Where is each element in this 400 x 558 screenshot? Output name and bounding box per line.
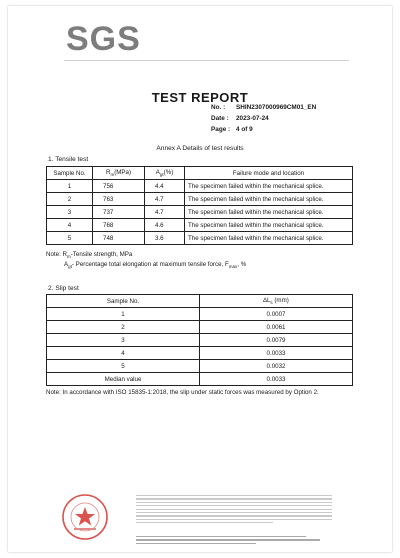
- tensile-col-sample: Sample No.: [47, 167, 93, 180]
- tensile-cell-failure: The specimen failed within the mechanical splice.: [185, 206, 353, 219]
- slip-col-delta-unit: (mm): [272, 296, 289, 304]
- table-row: [47, 334, 353, 347]
- tensile-cell-rm: 737: [93, 206, 145, 219]
- footer-address: [136, 536, 336, 546]
- slip-cell-sample: 2: [47, 321, 200, 334]
- slip-col-delta: [200, 295, 353, 308]
- tensile-cell-agt: 4.7: [145, 193, 185, 206]
- annex-title: Annex A Details of test results: [156, 145, 244, 152]
- tensile-note-rm-prefix: Note: R: [46, 251, 67, 258]
- tensile-cell-rm: 748: [93, 232, 145, 245]
- tensile-cell-rm: 763: [93, 193, 145, 206]
- report-page-value: 4 of 9: [236, 126, 253, 133]
- tensile-col-failure: Failure mode and location: [185, 167, 353, 180]
- slip-cell-sample: Median value: [47, 373, 200, 386]
- tensile-cell-agt: 4.7: [145, 206, 185, 219]
- tensile-cell-rm: 756: [93, 180, 145, 193]
- tensile-header-row: [47, 167, 353, 180]
- slip-cell-sample: 4: [47, 347, 200, 360]
- sgs-logo: SGS: [66, 20, 141, 58]
- slip-cell-value: 0.0033: [200, 347, 353, 360]
- slip-col-sample: Sample No.: [47, 295, 200, 308]
- slip-cell-value: 0.0007: [200, 308, 353, 321]
- table-row: [47, 347, 353, 360]
- tensile-cell-sample: 3: [47, 206, 93, 219]
- slip-col-delta-symbol: ∆L: [263, 296, 271, 304]
- slip-cell-value: 0.0061: [200, 321, 353, 334]
- slip-cell-sample: 1: [47, 308, 200, 321]
- tensile-cell-failure: The specimen failed within the mechanical splice.: [185, 193, 353, 206]
- table-row: [47, 321, 353, 334]
- tensile-cell-agt: 3.6: [145, 232, 185, 245]
- tensile-cell-agt: 4.6: [145, 219, 185, 232]
- report-date: [211, 116, 269, 122]
- tensile-note-agt: [64, 262, 246, 270]
- tensile-note-rm-sub: m: [66, 254, 71, 260]
- tensile-cell-sample: 4: [47, 219, 93, 232]
- tensile-cell-failure: The specimen failed within the mechanical splice.: [185, 232, 353, 245]
- report-sheet: [8, 6, 392, 552]
- slip-cell-value: 0.0032: [200, 360, 353, 373]
- tensile-heading: 1. Tensile test: [48, 156, 89, 163]
- slip-heading: 2. Slip test: [48, 285, 79, 292]
- table-row: [47, 308, 353, 321]
- tensile-cell-sample: 1: [47, 180, 93, 193]
- tensile-col-rm-symbol: R: [105, 168, 111, 176]
- report-page-label: Page :: [211, 126, 231, 133]
- slip-cell-sample: 5: [47, 360, 200, 373]
- slip-col-delta-sub: s: [270, 300, 273, 306]
- tensile-cell-agt: 4.4: [145, 180, 185, 193]
- table-row: [47, 219, 353, 232]
- table-row: [47, 373, 353, 386]
- tensile-note-agt-symbol: A: [64, 261, 69, 268]
- table-row: [47, 206, 353, 219]
- tensile-cell-failure: The specimen failed within the mechanical splice.: [185, 180, 353, 193]
- report-number: [211, 105, 316, 111]
- tensile-note-agt-text: - Percentage total elongation at maximum tensile force, F: [71, 261, 229, 268]
- slip-cell-value: 0.0033: [200, 373, 353, 386]
- table-row: [47, 180, 353, 193]
- report-number-label: No. :: [211, 104, 226, 111]
- header-rule: [64, 60, 349, 61]
- tensile-note-agt-end: , %: [237, 261, 247, 268]
- table-row: [47, 232, 353, 245]
- tensile-col-agt-unit: (%): [163, 168, 174, 176]
- table-row: [47, 360, 353, 373]
- tensile-note-rm: [46, 252, 132, 260]
- tensile-col-rm: [93, 167, 145, 180]
- report-date-label: Date :: [211, 115, 229, 122]
- tensile-cell-rm: 768: [93, 219, 145, 232]
- tensile-note-rm-text: -Tensile strength, MPa: [70, 251, 133, 258]
- table-row: [47, 193, 353, 206]
- tensile-cell-sample: 2: [47, 193, 93, 206]
- slip-table: [46, 294, 353, 386]
- slip-cell-value: 0.0079: [200, 334, 353, 347]
- tensile-note-fmax-sub: max: [228, 264, 238, 270]
- tensile-col-agt-symbol: A: [155, 168, 160, 176]
- tensile-note-agt-sub: gt: [68, 264, 72, 270]
- slip-cell-sample: 3: [47, 334, 200, 347]
- tensile-col-agt: [145, 167, 185, 180]
- report-number-value: SHIN2307000969CM01_EN: [236, 104, 317, 111]
- tensile-col-agt-sub: gt: [159, 172, 164, 178]
- tensile-table: [46, 166, 353, 245]
- slip-note: Note: In accordance with ISO 15835-1:2018, the slip under static forces was measured by Option 2.: [46, 389, 319, 396]
- tensile-col-rm-unit: (MPa): [114, 168, 132, 176]
- slip-header-row: [47, 295, 353, 308]
- tensile-cell-failure: The specimen failed within the mechanical splice.: [185, 219, 353, 232]
- report-date-value: 2023-07-24: [236, 115, 269, 122]
- report-title: TEST REPORT: [151, 90, 249, 105]
- tensile-cell-sample: 5: [47, 232, 93, 245]
- tensile-col-rm-sub: m: [110, 172, 115, 178]
- report-page: [211, 127, 253, 133]
- sgs-stamp-seal: [60, 492, 110, 542]
- footer-disclaimer: [136, 495, 332, 526]
